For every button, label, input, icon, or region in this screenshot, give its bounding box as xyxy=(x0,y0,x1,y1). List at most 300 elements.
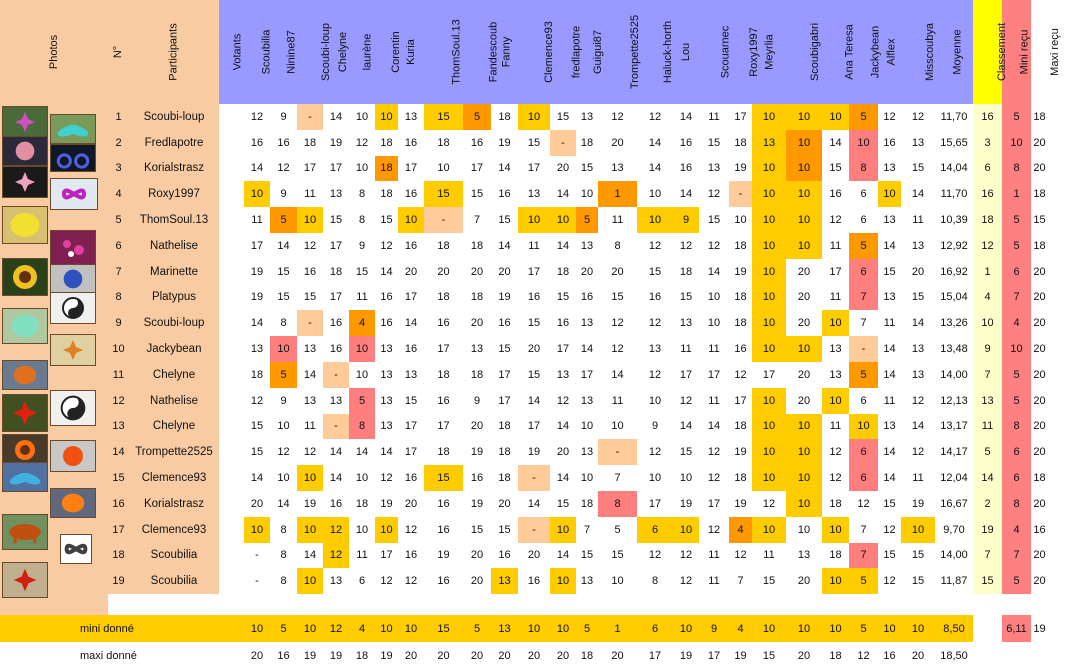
score-cell: 10 xyxy=(270,336,297,362)
score-cell: 9 xyxy=(651,420,659,433)
maxi-donne-value: 20 xyxy=(424,642,463,669)
votants-cell xyxy=(219,568,244,594)
header-voter xyxy=(518,0,555,104)
votants-cell xyxy=(219,181,244,207)
score-cell: 5 xyxy=(849,104,878,130)
score-cell: 14 xyxy=(883,472,896,485)
score-cell: 14 xyxy=(329,446,343,459)
score-cell: 18 xyxy=(375,156,398,182)
header-voter xyxy=(349,0,375,104)
score-cell: 20 xyxy=(404,497,418,510)
score-cell: 20 xyxy=(527,549,541,562)
score-cell: 18 xyxy=(498,110,511,123)
score-cell: - xyxy=(849,336,878,362)
red-figure-icon xyxy=(50,334,96,366)
score-cell: 9 xyxy=(280,394,287,407)
score-cell: 11 xyxy=(708,110,720,123)
score-cell: 10 xyxy=(786,491,822,517)
mini-donne-value: 6 xyxy=(637,615,673,642)
score-cell: 12 xyxy=(648,110,662,123)
score-cell: 14 xyxy=(883,368,896,381)
score-cell: 5 xyxy=(349,388,375,414)
header-label: Scouarnec xyxy=(719,25,732,79)
score-cell: 12 xyxy=(380,239,393,252)
score-cell: 14 xyxy=(527,394,541,407)
score-cell: 17 xyxy=(707,497,721,510)
score-cell: 14 xyxy=(580,343,594,356)
row-number: 2 xyxy=(108,130,129,156)
score-cell: 5 xyxy=(849,568,878,594)
score-cell: 15 xyxy=(527,317,541,330)
score-cell: 10 xyxy=(901,517,935,543)
score-cell: 14 xyxy=(527,497,541,510)
score-cell: 14 xyxy=(380,446,393,459)
header-label: Maxi reçu xyxy=(1048,28,1061,76)
score-cell: 16 xyxy=(679,162,693,175)
score-cell: 4 xyxy=(349,310,375,336)
score-cell: 10 xyxy=(580,188,594,201)
score-cell: 13,48 xyxy=(940,343,968,356)
votants-cell xyxy=(219,336,244,362)
score-cell: - xyxy=(550,130,576,156)
participant-name: ThomSoul.13 xyxy=(129,207,219,233)
header-votants xyxy=(219,0,244,104)
score-cell: 18 xyxy=(829,497,842,510)
score-cell: 20 xyxy=(611,136,624,149)
spacer-cell xyxy=(1002,594,1031,615)
score-cell: 16 xyxy=(404,472,418,485)
mini-donne-classement xyxy=(973,615,1002,642)
score-cell: 16 xyxy=(498,317,511,330)
row-number: 17 xyxy=(108,517,129,543)
spacer-cell xyxy=(270,594,297,615)
mini-cell: 8 xyxy=(1002,491,1031,517)
score-cell: 10 xyxy=(580,420,594,433)
score-cell: 18 xyxy=(498,420,511,433)
mini-cell: 7 xyxy=(1002,285,1031,311)
table-row xyxy=(0,233,1048,259)
header-label: Haluck-horth xyxy=(662,20,675,84)
row-number: 5 xyxy=(108,207,129,233)
maxi-cell: 20 xyxy=(1033,162,1046,175)
mini-donne-value: 10 xyxy=(518,615,550,642)
starfish-icon xyxy=(2,514,48,550)
maxi-donne-value: 20 xyxy=(463,642,491,669)
header-participants: Participants xyxy=(129,0,219,104)
participant-name: Korialstrasz xyxy=(129,491,219,517)
score-cell: 10 xyxy=(355,523,369,536)
score-cell: 13 xyxy=(911,239,925,252)
mini-donne-value: 10 xyxy=(297,615,323,642)
flower-icon xyxy=(50,144,96,172)
score-cell: 16 xyxy=(404,549,418,562)
score-cell: 18 xyxy=(829,549,842,562)
maxi-donne-value: 17 xyxy=(699,642,729,669)
participant-name: Chelyne xyxy=(129,414,219,440)
score-cell: 16 xyxy=(648,291,662,304)
score-cell: 11 xyxy=(912,472,924,485)
score-cell: 13,17 xyxy=(940,420,968,433)
score-cell: - xyxy=(297,104,323,130)
score-cell: 12 xyxy=(303,446,317,459)
header-label: Roxy1997 xyxy=(747,27,760,77)
score-cell: 12 xyxy=(679,549,693,562)
score-cell: 15 xyxy=(277,265,290,278)
score-cell: 14,17 xyxy=(940,446,968,459)
score-cell: 18 xyxy=(580,136,594,149)
classement-cell: 1 xyxy=(973,259,1002,285)
spacer-cell xyxy=(244,594,270,615)
score-cell: 10 xyxy=(786,414,822,440)
score-cell: 18 xyxy=(734,317,747,330)
score-cell: 15 xyxy=(611,291,624,304)
maxi-cell: 20 xyxy=(1033,343,1046,356)
score-cell: 12 xyxy=(707,523,721,536)
score-cell: 11 xyxy=(883,394,896,407)
score-cell: 13 xyxy=(911,368,925,381)
table-row xyxy=(0,414,1048,440)
header-label: Corentin xyxy=(389,31,402,73)
maxi-cell: 20 xyxy=(1033,420,1046,433)
score-cell: 10 xyxy=(752,388,786,414)
votants-cell xyxy=(219,439,244,465)
score-cell: 17 xyxy=(556,343,570,356)
score-cell: 20 xyxy=(797,265,811,278)
score-cell: 13 xyxy=(911,136,925,149)
header-label: Fandescoub xyxy=(487,21,500,83)
header-maxi xyxy=(1031,0,1061,104)
score-cell: 12 xyxy=(648,239,662,252)
score-cell: 13 xyxy=(752,130,786,156)
score-cell: 13 xyxy=(380,343,393,356)
maxi-donne-value: 19 xyxy=(375,642,398,669)
score-cell: - xyxy=(297,310,323,336)
score-cell: 6 xyxy=(860,214,867,227)
votants-cell xyxy=(219,207,244,233)
score-cell: 12 xyxy=(707,239,721,252)
score-cell: 16 xyxy=(329,497,343,510)
score-cell: 18 xyxy=(380,136,393,149)
score-cell: 10 xyxy=(349,336,375,362)
dragonfly-icon xyxy=(50,114,96,144)
score-cell: 11 xyxy=(883,317,896,330)
score-cell: 10 xyxy=(752,465,786,491)
score-cell: 10 xyxy=(878,181,901,207)
mini-cell: 8 xyxy=(1002,414,1031,440)
score-cell: 17 xyxy=(303,162,317,175)
score-cell: - xyxy=(518,465,550,491)
score-cell: 18 xyxy=(437,291,450,304)
maxi-donne-value: 17 xyxy=(637,642,673,669)
score-cell: 5 xyxy=(849,233,878,259)
score-cell: 10 xyxy=(277,472,290,485)
score-cell: 16 xyxy=(329,343,343,356)
mini-donne-value: 4 xyxy=(729,615,752,642)
score-cell: 10 xyxy=(752,336,786,362)
score-cell: 7 xyxy=(583,523,591,536)
score-cell: 10 xyxy=(297,517,323,543)
header-label: Meyrlia xyxy=(763,34,776,70)
participant-name: Korialstrasz xyxy=(129,156,219,182)
header-label: Moyenne xyxy=(951,29,964,75)
score-cell: 15 xyxy=(611,549,624,562)
mini-cell: 6 xyxy=(1002,439,1031,465)
score-cell: 15 xyxy=(883,497,896,510)
score-cell: 16 xyxy=(470,136,484,149)
mini-donne-value: 10 xyxy=(752,615,786,642)
score-cell: 19 xyxy=(679,497,693,510)
score-cell: 14 xyxy=(277,239,290,252)
score-cell: 11 xyxy=(356,291,368,304)
row-number: 8 xyxy=(108,285,129,311)
score-cell: 15 xyxy=(580,549,594,562)
spacer-row xyxy=(0,594,1048,615)
score-cell: 13 xyxy=(329,188,343,201)
header-label: Ana Teresa xyxy=(843,24,856,80)
mini-donne-value: 10 xyxy=(375,615,398,642)
score-cell: 10 xyxy=(244,181,270,207)
maxi-cell: 20 xyxy=(1033,136,1046,149)
maxi-donne-value: 20 xyxy=(491,642,518,669)
score-cell: 15 xyxy=(762,575,776,588)
score-cell: 13 xyxy=(404,110,418,123)
score-cell: 10 xyxy=(355,368,369,381)
score-cell: 8 xyxy=(358,214,366,227)
score-cell: 16 xyxy=(250,136,264,149)
classement-cell: 15 xyxy=(973,568,1002,594)
row-number: 12 xyxy=(108,388,129,414)
votants-cell xyxy=(219,259,244,285)
score-cell: 12 xyxy=(762,497,776,510)
score-cell: 14 xyxy=(648,162,662,175)
score-cell: 20 xyxy=(498,497,511,510)
score-cell: 12 xyxy=(648,446,662,459)
table-row xyxy=(0,156,1048,182)
mini-donne-value: 5 xyxy=(463,615,491,642)
score-cell: 17 xyxy=(527,420,541,433)
orange-ball-icon xyxy=(50,390,96,426)
score-cell: 10 xyxy=(786,336,822,362)
score-cell: 11,87 xyxy=(940,575,968,588)
spacer-cell xyxy=(518,594,550,615)
score-cell: 10 xyxy=(752,310,786,336)
score-cell: 10 xyxy=(734,214,747,227)
score-cell: 17 xyxy=(762,368,776,381)
score-cell: 14 xyxy=(329,472,343,485)
score-cell: 18 xyxy=(470,291,484,304)
score-cell: 6 xyxy=(849,439,878,465)
score-cell: 10 xyxy=(277,420,290,433)
participant-name: Clemence93 xyxy=(129,465,219,491)
table-row xyxy=(0,568,1048,594)
score-cell: 14 xyxy=(911,317,925,330)
score-cell: 15 xyxy=(250,446,264,459)
score-cell: 14,00 xyxy=(940,549,968,562)
maxi-donne-value: 18 xyxy=(349,642,375,669)
table-row xyxy=(0,362,1048,388)
maxi-donne-empty xyxy=(973,642,1002,669)
score-cell: 10 xyxy=(822,388,849,414)
row-number: 15 xyxy=(108,465,129,491)
score-cell: 15 xyxy=(707,136,721,149)
score-cell: 19 xyxy=(250,291,264,304)
score-cell: 15 xyxy=(580,162,594,175)
score-cell: 19 xyxy=(437,549,450,562)
score-cell: 12 xyxy=(829,472,842,485)
score-cell: 20 xyxy=(470,317,484,330)
classement-cell: 2 xyxy=(973,491,1002,517)
table-row xyxy=(0,104,1048,130)
maxi-donne-value: 18 xyxy=(576,642,598,669)
mini-donne-mini: 6,11 xyxy=(1002,615,1031,642)
score-cell: 12 xyxy=(611,110,624,123)
mini-donne-value: 10 xyxy=(398,615,424,642)
score-cell: 12,92 xyxy=(940,239,968,252)
score-cell: 12 xyxy=(883,523,896,536)
score-cell: 12 xyxy=(883,575,896,588)
mini-donne-value: 15 xyxy=(424,615,463,642)
score-cell: 12 xyxy=(556,394,570,407)
score-cell: 15 xyxy=(911,291,925,304)
score-cell: 14 xyxy=(556,472,570,485)
score-cell: 19 xyxy=(734,162,747,175)
score-cell: 16 xyxy=(437,523,450,536)
mini-cell: 5 xyxy=(1002,568,1031,594)
row-number: 3 xyxy=(108,156,129,182)
score-cell: 14 xyxy=(556,188,570,201)
score-cell: 20 xyxy=(470,575,484,588)
score-cell: 14 xyxy=(303,368,317,381)
score-cell: 15 xyxy=(303,291,317,304)
score-cell: 16 xyxy=(470,472,484,485)
score-cell: 11,70 xyxy=(940,110,968,123)
score-cell: 18 xyxy=(437,136,450,149)
mini-donne-value: 10 xyxy=(822,615,849,642)
score-cell: 10 xyxy=(375,104,398,130)
yin-yang-icon xyxy=(2,360,48,390)
table-row xyxy=(0,465,1048,491)
header-label: Fanny xyxy=(500,36,513,68)
row-number: 9 xyxy=(108,310,129,336)
score-cell: 12 xyxy=(404,523,418,536)
score-cell: 13 xyxy=(580,446,594,459)
score-cell: 19 xyxy=(498,291,511,304)
score-cell: 10 xyxy=(648,394,662,407)
score-cell: 19 xyxy=(527,446,541,459)
header-label: fredlapotre xyxy=(570,25,583,79)
score-cell: 17 xyxy=(707,368,721,381)
score-cell: 17 xyxy=(404,162,418,175)
spacer-cell xyxy=(973,594,1002,615)
header-voter xyxy=(822,0,856,104)
row-number: 10 xyxy=(108,336,129,362)
mini-cell: 6 xyxy=(1002,259,1031,285)
header-label: Scoubi-loup xyxy=(320,22,333,82)
score-cell: 14 xyxy=(679,188,693,201)
score-cell: 17 xyxy=(404,291,418,304)
participant-name: Scoubilia xyxy=(129,568,219,594)
table-row xyxy=(0,439,1048,465)
score-cell: 17 xyxy=(329,291,343,304)
mini-donne-value: 4 xyxy=(349,615,375,642)
score-cell: 15 xyxy=(911,575,925,588)
maxi-cell: 20 xyxy=(1033,368,1046,381)
score-cell: 15 xyxy=(470,523,484,536)
header-label: ThomSoul.13 xyxy=(450,19,463,85)
sunflower-icon xyxy=(50,230,96,266)
score-cell: 15 xyxy=(250,420,264,433)
participant-name: Clemence93 xyxy=(129,517,219,543)
mini-cell: 10 xyxy=(1002,130,1031,156)
score-cell: 14 xyxy=(556,420,570,433)
classement-cell: 16 xyxy=(973,181,1002,207)
score-cell: 16 xyxy=(329,317,343,330)
score-cell: 10 xyxy=(611,420,624,433)
score-cell: 14 xyxy=(883,446,896,459)
score-cell: 10 xyxy=(611,575,624,588)
maxi-donne-value: 16 xyxy=(270,642,297,669)
spacer-cell xyxy=(424,594,463,615)
score-cell: 14 xyxy=(911,420,925,433)
score-cell: 13 xyxy=(491,568,518,594)
mini-cell: 4 xyxy=(1002,517,1031,543)
score-cell: 15 xyxy=(498,343,511,356)
spacer-cell xyxy=(729,594,752,615)
score-cell: 16 xyxy=(498,188,511,201)
score-cell: 15 xyxy=(498,523,511,536)
score-cell: 12 xyxy=(380,472,393,485)
mini-donne-value: 5 xyxy=(270,615,297,642)
score-cell: 8 xyxy=(651,575,659,588)
score-cell: 10 xyxy=(822,568,849,594)
header-voter xyxy=(398,0,424,104)
score-cell: 10 xyxy=(518,104,550,130)
score-cell: 17 xyxy=(329,162,343,175)
score-cell: 8 xyxy=(849,156,878,182)
score-cell: 12 xyxy=(648,317,662,330)
votants-cell xyxy=(219,310,244,336)
score-cell: 13 xyxy=(580,575,594,588)
score-cell: 20 xyxy=(250,497,264,510)
score-cell: 12 xyxy=(679,575,693,588)
maxi-cell: 15 xyxy=(1033,214,1046,227)
row-number: 4 xyxy=(108,181,129,207)
spacer-cell xyxy=(752,594,786,615)
score-cell: 20 xyxy=(498,265,511,278)
score-cell: 13 xyxy=(883,214,896,227)
classement-cell: 16 xyxy=(973,104,1002,130)
classement-cell: 9 xyxy=(973,336,1002,362)
score-cell: 12 xyxy=(679,239,693,252)
score-cell: 17 xyxy=(250,239,264,252)
mini-donne-value: 10 xyxy=(550,615,576,642)
score-cell: 9,70 xyxy=(943,523,965,536)
mini-cell: 5 xyxy=(1002,233,1031,259)
classement-cell: 14 xyxy=(973,465,1002,491)
score-cell: 17 xyxy=(437,343,450,356)
score-cell: 13 xyxy=(580,394,594,407)
score-cell: 12 xyxy=(707,472,721,485)
ball-icon xyxy=(2,258,48,296)
header-voter xyxy=(297,0,333,104)
score-cell: 10 xyxy=(637,207,673,233)
score-cell: 14 xyxy=(679,420,693,433)
score-cell: 13 xyxy=(611,162,624,175)
score-cell: 11 xyxy=(304,420,316,433)
score-cell: 10 xyxy=(707,317,721,330)
score-cell: 12 xyxy=(648,549,662,562)
score-cell: 12 xyxy=(734,368,747,381)
